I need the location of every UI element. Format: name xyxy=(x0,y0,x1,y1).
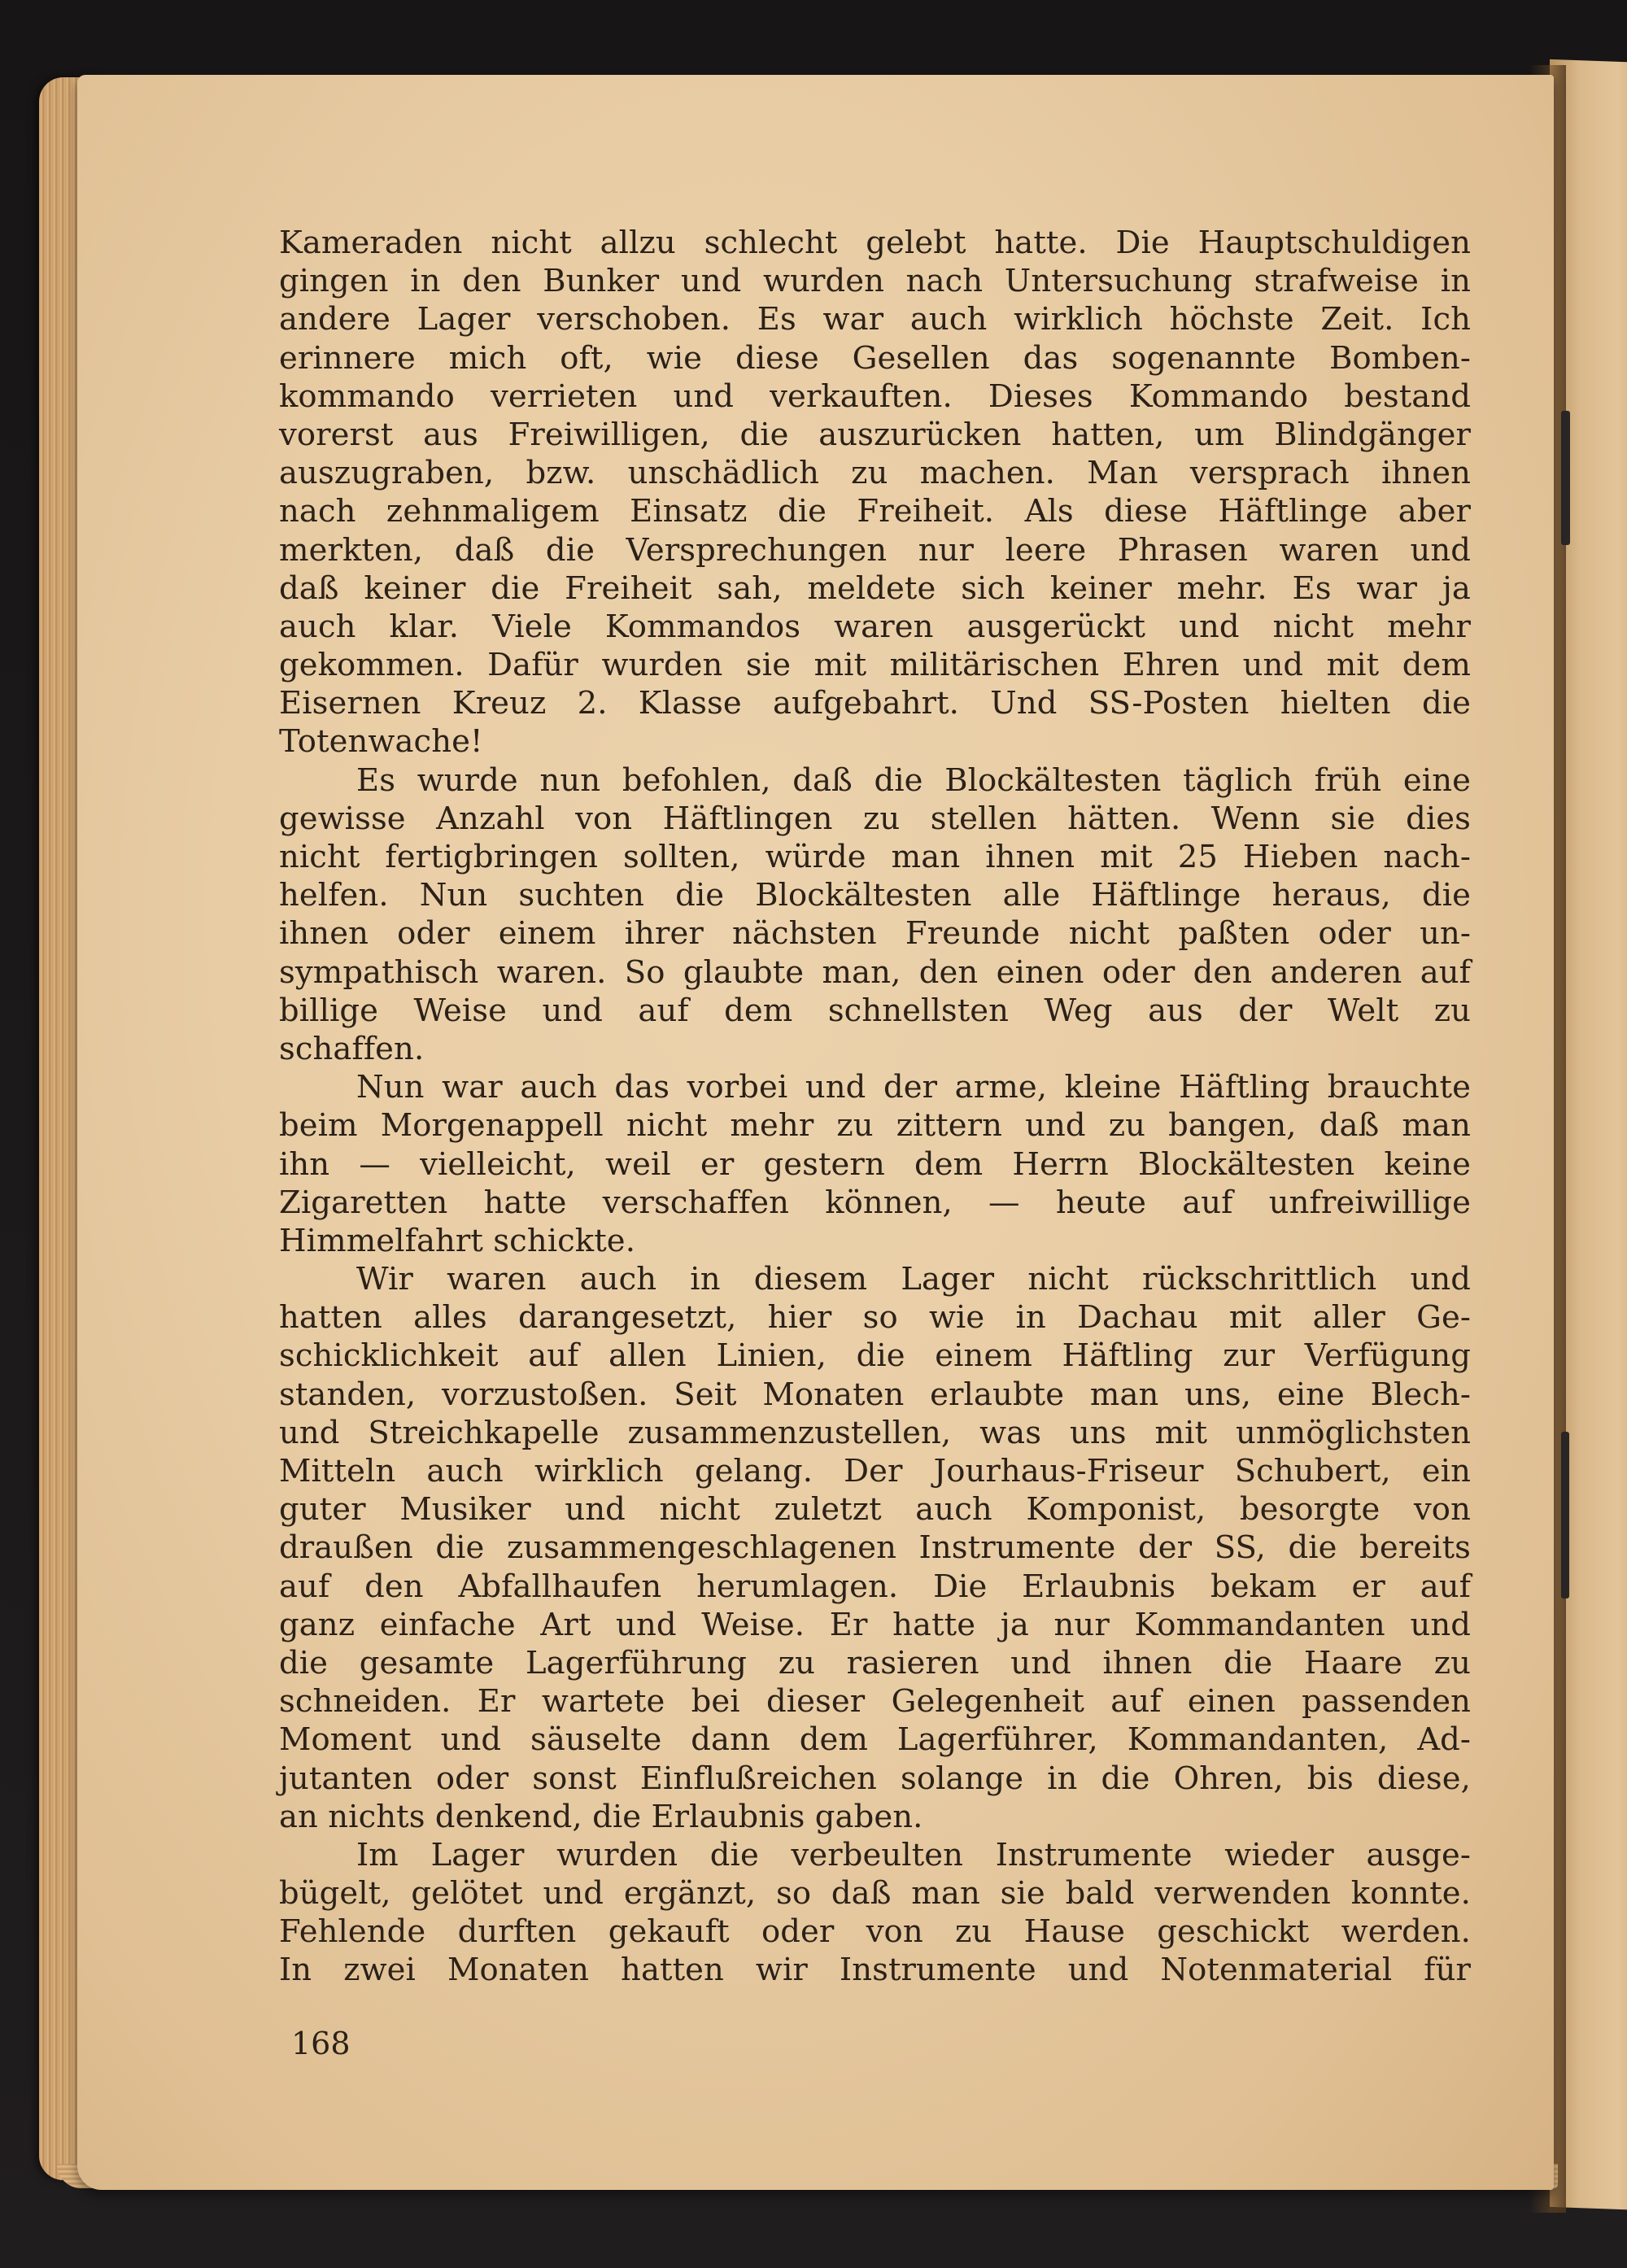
text-line: auf den Abfallhaufen herumlagen. Die Erlaubnis bekam er auf xyxy=(279,1568,1471,1605)
text-line: Zigaretten hatte verschaffen können, — heute auf unfreiwillige xyxy=(279,1184,1471,1221)
text-line: Kameraden nicht allzu schlecht gelebt hatte. Die Hauptschuldigen xyxy=(279,225,1471,261)
text-line: helfen. Nun suchten die Blockältesten alle Häftlinge heraus, die xyxy=(279,877,1471,914)
text-line: merkten, daß die Versprechungen nur leere Phrasen waren und xyxy=(279,531,1471,569)
text-line: Mitteln auch wirklich gelang. Der Jourhaus-Friseur Schubert, ein xyxy=(279,1453,1471,1489)
text-line: schneiden. Er wartete bei dieser Gelegenheit auf einen passenden xyxy=(279,1683,1471,1721)
body-text xyxy=(279,224,1471,1990)
text-line: In zwei Monaten hatten wir Instrumente und Notenmaterial für xyxy=(279,1952,1471,1989)
text-line: ganz einfache Art und Weise. Er hatte ja nur Kommandanten und xyxy=(279,1606,1471,1643)
text-line: und Streichkapelle zusammenzustellen, was uns mit unmöglichsten xyxy=(279,1414,1471,1451)
text-line: ihnen oder einem ihrer nächsten Freunde nicht paßten oder un- xyxy=(279,915,1471,953)
text-line: guter Musiker und nicht zuletzt auch Komponist, besorgte von xyxy=(279,1491,1471,1529)
text-line: ihn — vielleicht, weil er gestern dem Herrn Blockältesten keine xyxy=(279,1145,1471,1183)
text-line: Eisernen Kreuz 2. Klasse aufgebahrt. Und SS-Posten hielten die xyxy=(279,685,1471,722)
text-line: Im Lager wurden die verbeulten Instrumente wieder ausge- xyxy=(356,1836,1471,1873)
text-line: Es wurde nun befohlen, daß die Blockältesten täglich früh eine xyxy=(356,761,1471,799)
text-line: bügelt, gelötet und ergänzt, so daß man sie bald verwenden konnte. xyxy=(279,1875,1471,1913)
text-line: nach zehnmaligem Einsatz die Freiheit. Als diese Häftlinge aber xyxy=(279,493,1471,530)
text-line: kommando verrieten und verkauften. Dieses Kommando bestand xyxy=(279,377,1471,415)
binding-mark xyxy=(1561,411,1570,545)
text-line: nicht fertigbringen sollten, würde man ihnen mit 25 Hieben nach- xyxy=(279,839,1471,875)
text-line: hatten alles darangesetzt, hier so wie in Dachau mit aller Ge- xyxy=(279,1299,1471,1337)
text-line: schaffen. xyxy=(279,1030,425,1067)
text-line: andere Lager verschoben. Es war auch wirklich höchste Zeit. Ich xyxy=(279,301,1471,338)
text-line: gingen in den Bunker und wurden nach Untersuchung strafweise in xyxy=(279,263,1471,300)
binding-mark xyxy=(1561,1432,1569,1599)
text-line: die gesamte Lagerführung zu rasieren und ihnen die Haare zu xyxy=(279,1644,1471,1681)
text-line: daß keiner die Freiheit sah, meldete sich keiner mehr. Es war ja xyxy=(279,569,1471,607)
text-line: Himmelfahrt schickte. xyxy=(279,1222,636,1259)
text-line: erinnere mich oft, wie diese Gesellen das sogenannte Bomben- xyxy=(279,339,1471,377)
text-line: vorerst aus Freiwilligen, die auszurücken hatten, um Blindgänger xyxy=(279,416,1471,453)
text-line: standen, vorzustoßen. Seit Monaten erlaubte man uns, eine Blech- xyxy=(279,1376,1471,1413)
text-line: Totenwache! xyxy=(279,723,483,761)
text-line: jutanten oder sonst Einflußreichen solange in die Ohren, bis diese, xyxy=(279,1760,1471,1797)
text-line: an nichts denkend, die Erlaubnis gaben. xyxy=(279,1798,923,1835)
text-line: auszugraben, bzw. unschädlich zu machen. Man versprach ihnen xyxy=(279,455,1471,492)
text-line: schicklichkeit auf allen Linien, die einem Häftling zur Verfügung xyxy=(279,1337,1471,1375)
page-number: 168 xyxy=(291,2026,351,2061)
text-line: auch klar. Viele Kommandos waren ausgerückt und nicht mehr xyxy=(279,608,1471,645)
text-line: Wir waren auch in diesem Lager nicht rückschrittlich und xyxy=(356,1261,1471,1298)
text-line: beim Morgenappell nicht mehr zu zittern und zu bangen, daß man xyxy=(279,1107,1471,1145)
text-line: gewisse Anzahl von Häftlingen zu stellen hätten. Wenn sie dies xyxy=(279,800,1471,837)
text-line: Fehlende durften gekauft oder von zu Hause geschickt werden. xyxy=(279,1913,1471,1951)
text-line: billige Weise und auf dem schnellsten Weg aus der Welt zu xyxy=(279,992,1471,1029)
text-line: Moment und säuselte dann dem Lagerführer, Kommandanten, Ad- xyxy=(279,1721,1471,1759)
text-line: sympathisch waren. So glaubte man, den einen oder den anderen auf xyxy=(279,953,1471,991)
text-line: gekommen. Dafür wurden sie mit militärischen Ehren und mit dem xyxy=(279,647,1471,684)
text-line: draußen die zusammengeschlagenen Instrumente der SS, die bereits xyxy=(279,1529,1471,1567)
text-line: Nun war auch das vorbei und der arme, kleine Häftling brauchte xyxy=(356,1069,1471,1106)
